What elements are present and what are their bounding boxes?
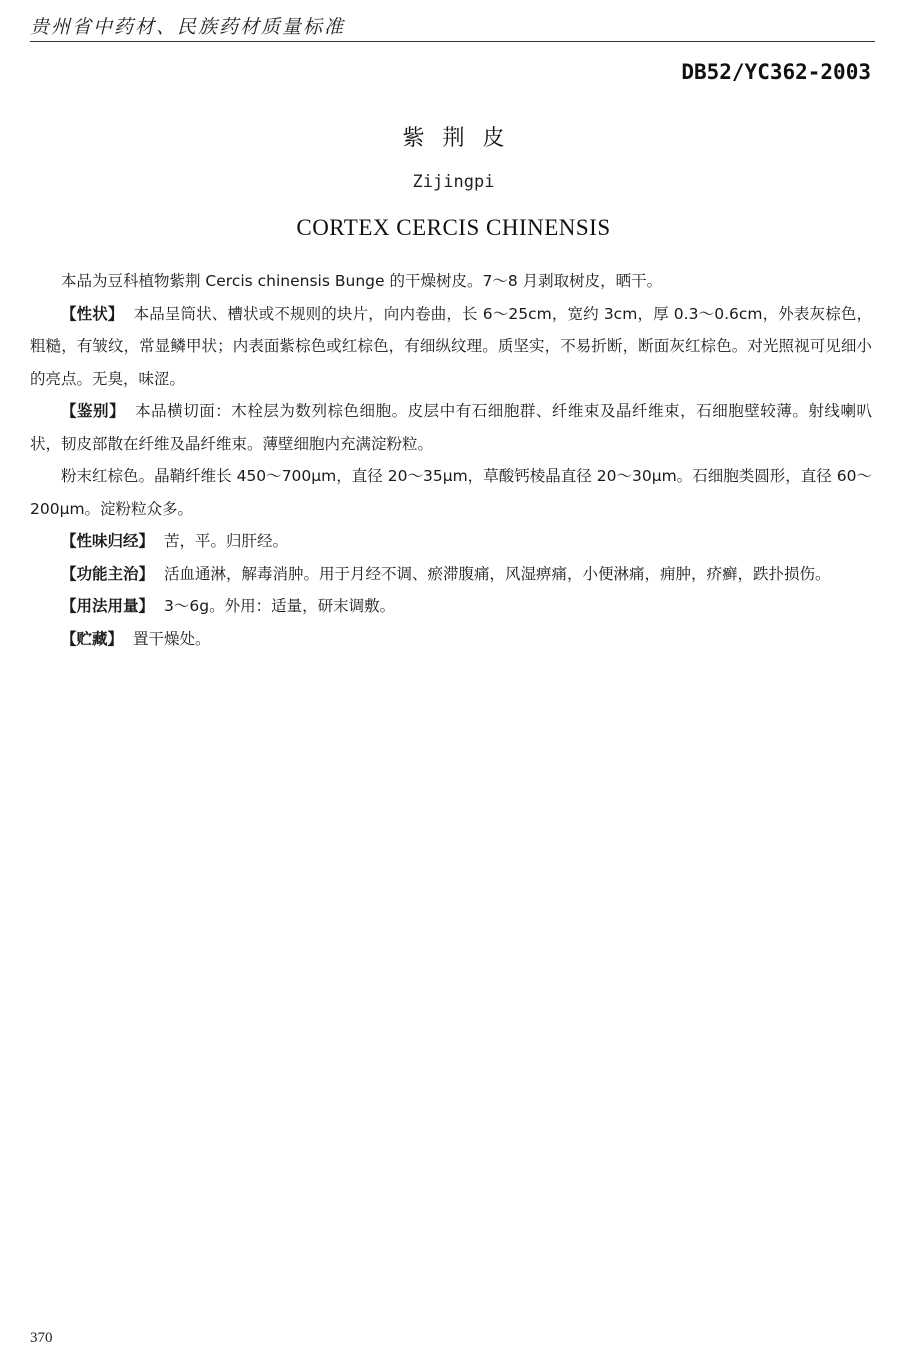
paragraph-functions (30, 558, 872, 591)
section-label: 【性味归经】 (61, 532, 155, 550)
paragraph-identification (30, 395, 872, 460)
paragraph-text: 3～6g。外用：适量，研末调敷。 (164, 597, 396, 615)
title-pinyin: Zijingpi (412, 172, 495, 192)
section-label: 【功能主治】 (61, 564, 155, 583)
standard-number: DB52/YC362-2003 (681, 60, 871, 84)
paragraph-source (30, 265, 872, 298)
header-rule (30, 41, 875, 42)
paragraph-storage (30, 623, 872, 656)
title-chinese: 紫荆皮 (402, 126, 523, 151)
monograph-body (30, 265, 872, 655)
section-label: 【鉴别】 (61, 402, 126, 420)
page-number: 370 (30, 1330, 53, 1346)
paragraph-text: 活血通淋，解毒消肿。用于月经不调、瘀滞腹痛，风湿痹痛，小便淋痛，痈肿，疥癣，跌扑损伤。 (164, 564, 831, 583)
paragraph-dosage (30, 590, 872, 623)
paragraph-text: 粉末红棕色。晶鞘纤维长 450～700μm，直径 20～35μm，草酸钙棱晶直径 20～30μm。石细胞类圆形，直径 60～200μm。淀粉粒众多。 (30, 467, 872, 518)
paragraph-powder (30, 460, 872, 525)
paragraph-text: 本品横切面：木栓层为数列棕色细胞。皮层中有石细胞群、纤维束及晶纤维束，石细胞壁较薄。射线喇叭状，韧皮部散在纤维及晶纤维束。薄壁细胞内充满淀粉粒。 (30, 402, 872, 453)
section-label: 【贮藏】 (61, 629, 124, 648)
running-header: 贵州省中药材、民族药材质量标准 (30, 16, 346, 38)
title-latin: CORTEX CERCIS CHINENSIS (296, 215, 611, 240)
paragraph-nature-meridian (30, 525, 872, 558)
paragraph-description (30, 298, 872, 396)
paragraph-text: 本品呈筒状、槽状或不规则的块片，向内卷曲，长 6～25cm，宽约 3cm，厚 0.3～0.6cm，外表灰棕色，粗糙，有皱纹，常显鳞甲状；内表面紫棕色或红棕色，有细纵纹理。质坚实，不易折断，断面灰红棕色。对光照视可见细小的亮点。无臭，味涩。 (30, 304, 872, 388)
paragraph-text: 苦，平。归肝经。 (164, 532, 289, 550)
paragraph-text: 置干燥处。 (133, 629, 211, 648)
paragraph-text: 本品为豆科植物紫荆 Cercis chinensis Bunge 的干燥树皮。7～8 月剥取树皮，晒干。 (61, 272, 663, 290)
section-label: 【用法用量】 (61, 597, 155, 615)
section-label: 【性状】 (61, 304, 124, 323)
